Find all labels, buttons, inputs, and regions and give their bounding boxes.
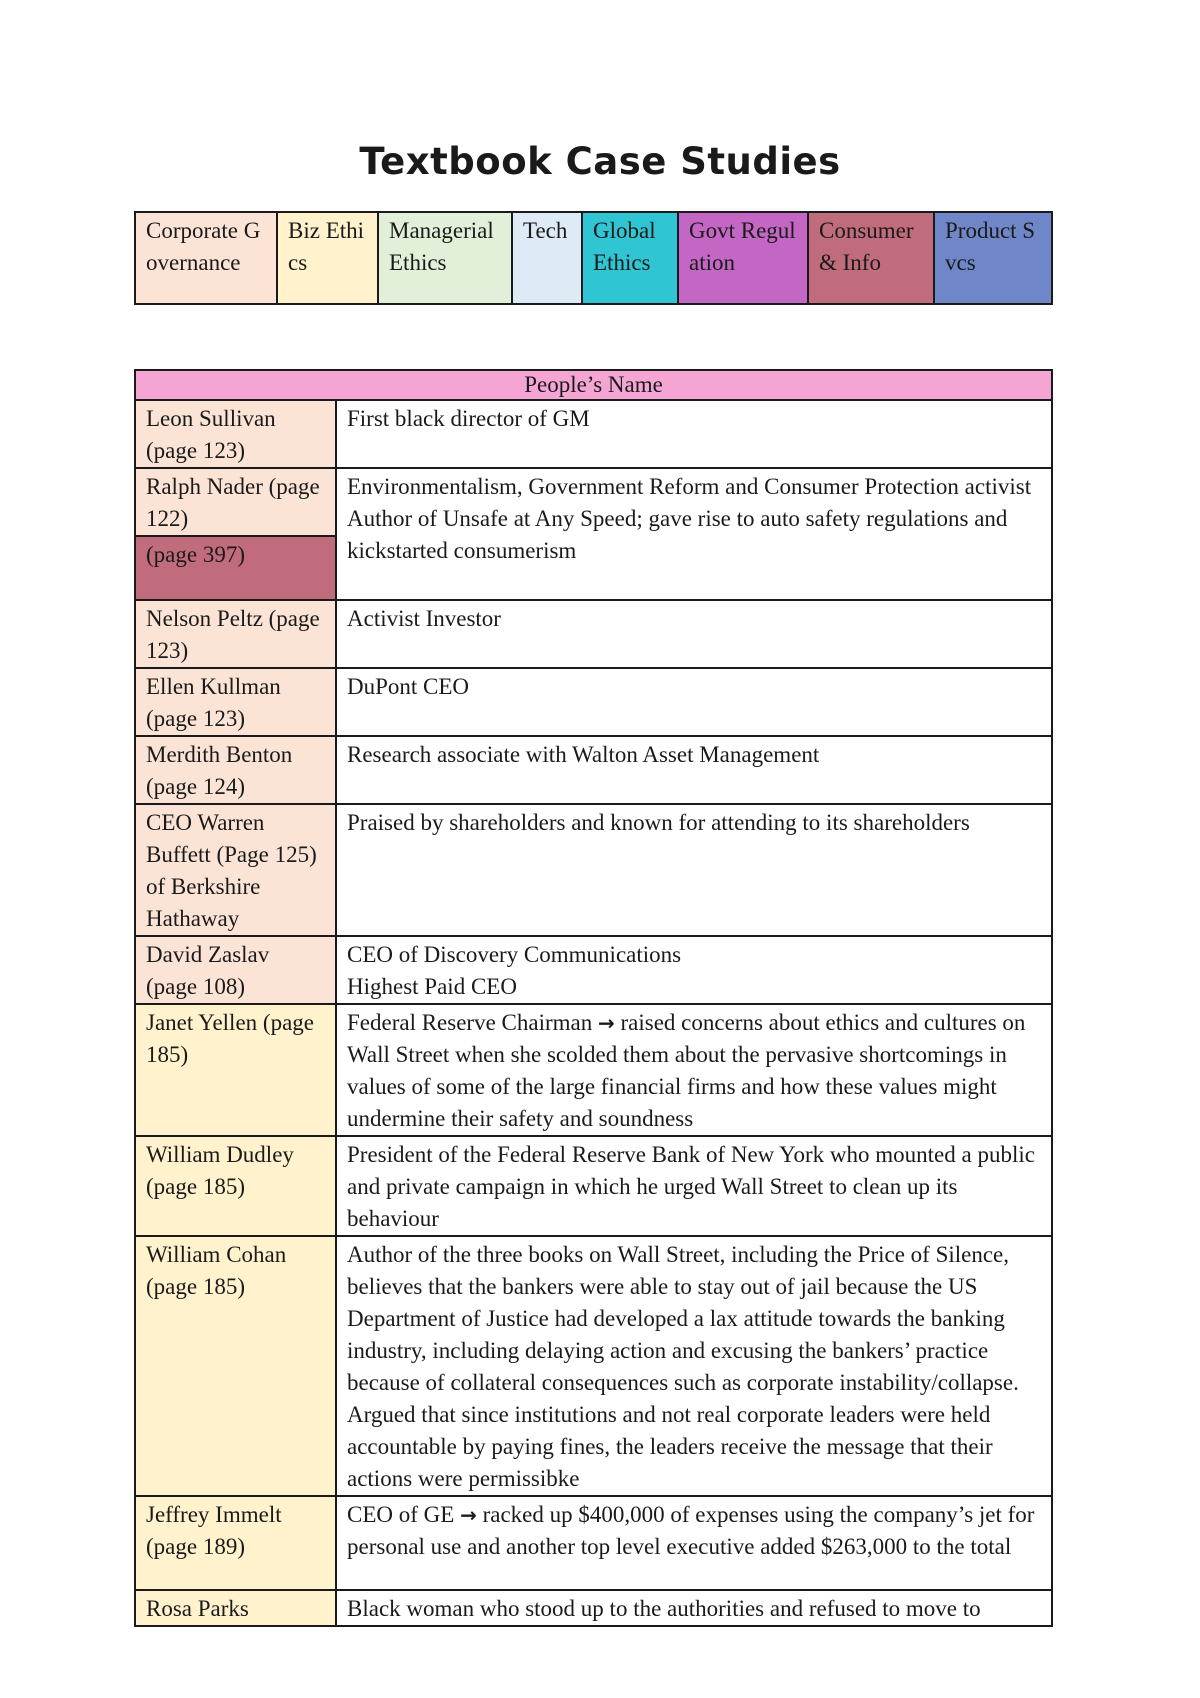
person-description bbox=[336, 1004, 1052, 1136]
person-name: Ellen Kullman (page 123) bbox=[135, 668, 336, 736]
legend-tech: Tech bbox=[512, 212, 582, 304]
description-text: racked up $400,000 of expenses using the company’s jet for personal use and another top level executive added $263,000 to the total bbox=[347, 1502, 1035, 1559]
person-description: Praised by shareholders and known for attending to its shareholders bbox=[336, 804, 1052, 936]
description-line: Environmentalism, Government Reform and Consumer Protection activist bbox=[347, 474, 1032, 499]
legend-managerial-ethics: Managerial Ethics bbox=[378, 212, 512, 304]
person-name: Janet Yellen (page 185) bbox=[135, 1004, 336, 1136]
legend-govt-regulation: Govt Regulation bbox=[678, 212, 808, 304]
person-description: Author of the three books on Wall Street, including the Price of Silence, believes that the bankers were able to stay out of jail because the US Department of Justice had developed a lax attitude towards the banking industry, including delaying action and excusing the bankers’ practice because of collateral consequences such as corporate instability/collapse. Argued that since institutions and not real corporate leaders were held accountable by paying fines, the leaders receive the message that their actions were permissibke bbox=[336, 1236, 1052, 1496]
description-lead: Federal Reserve Chairman bbox=[347, 1010, 593, 1035]
people-table bbox=[134, 369, 1053, 1627]
description-line: Highest Paid CEO bbox=[347, 974, 517, 999]
person-description: Black woman who stood up to the authorities and refused to move to bbox=[336, 1590, 1052, 1626]
arrow-right-icon: → bbox=[598, 1011, 615, 1035]
person-name: Merdith Benton (page 124) bbox=[135, 736, 336, 804]
table-row bbox=[135, 400, 1052, 468]
table-row bbox=[135, 1236, 1052, 1496]
person-description: First black director of GM bbox=[336, 400, 1052, 468]
table-row bbox=[135, 1590, 1052, 1626]
table-row bbox=[135, 600, 1052, 668]
table-row bbox=[135, 936, 1052, 1004]
person-description: Activist Investor bbox=[336, 600, 1052, 668]
legend-global-ethics: Global Ethics bbox=[582, 212, 678, 304]
person-name: Jeffrey Immelt (page 189) bbox=[135, 1496, 336, 1590]
table-header: People’s Name bbox=[135, 370, 1052, 400]
table-row bbox=[135, 804, 1052, 936]
legend-consumer-info: Consumer & Info bbox=[808, 212, 934, 304]
legend-corporate-governance: Corporate Governance bbox=[135, 212, 277, 304]
legend-product-svcs: Product Svcs bbox=[934, 212, 1052, 304]
person-name: Rosa Parks bbox=[135, 1590, 336, 1626]
person-description: DuPont CEO bbox=[336, 668, 1052, 736]
person-name: William Dudley (page 185) bbox=[135, 1136, 336, 1236]
person-description: President of the Federal Reserve Bank of New York who mounted a public and private campaign in which he urged Wall Street to clean up its behaviour bbox=[336, 1136, 1052, 1236]
category-legend bbox=[134, 211, 1053, 305]
person-name: David Zaslav (page 108) bbox=[135, 936, 336, 1004]
table-row bbox=[135, 468, 1052, 536]
description-lead: CEO of GE bbox=[347, 1502, 455, 1527]
person-description: Research associate with Walton Asset Management bbox=[336, 736, 1052, 804]
table-row bbox=[135, 1004, 1052, 1136]
person-name-secondary: (page 397) bbox=[135, 536, 336, 600]
person-description bbox=[336, 936, 1052, 1004]
description-line: CEO of Discovery Communications bbox=[347, 942, 682, 967]
legend-biz-ethics: Biz Ethics bbox=[277, 212, 378, 304]
description-text: raised concerns about ethics and cultures on Wall Street when she scolded them about the pervasive shortcomings in values of some of the large financial firms and how these values might undermine their safety and soundness bbox=[347, 1010, 1026, 1131]
person-description bbox=[336, 468, 1052, 600]
person-name: Nelson Peltz (page 123) bbox=[135, 600, 336, 668]
person-name: Ralph Nader (page 122) bbox=[135, 468, 336, 536]
person-description bbox=[336, 1496, 1052, 1590]
page-title: Textbook Case Studies bbox=[359, 140, 841, 183]
person-name: William Cohan (page 185) bbox=[135, 1236, 336, 1496]
table-row bbox=[135, 1496, 1052, 1590]
table-row bbox=[135, 668, 1052, 736]
table-row bbox=[135, 736, 1052, 804]
table-row bbox=[135, 1136, 1052, 1236]
description-line: Author of Unsafe at Any Speed; gave rise to auto safety regulations and kickstarted consumerism bbox=[347, 506, 1008, 563]
person-name: CEO Warren Buffett (Page 125) of Berkshire Hathaway bbox=[135, 804, 336, 936]
arrow-right-icon: → bbox=[460, 1503, 477, 1527]
person-name: Leon Sullivan (page 123) bbox=[135, 400, 336, 468]
